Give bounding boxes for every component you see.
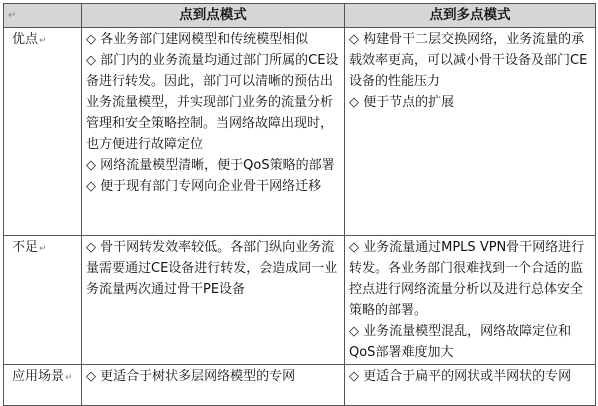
cell-p2mp-scenarios [345, 365, 596, 406]
row-label-disadvantages: 不足↵ [4, 236, 82, 365]
list-item: ◇ 业务流量通过MPLS VPN骨干网络进行转发。各业务部门很难找到一个合适的监控点进行网络流量分析以及进行总体安全策略的部署。 [349, 240, 585, 318]
cell-p2mp-advantages [345, 28, 596, 236]
row-label-scenarios: 应用场景↵ [4, 365, 82, 406]
header-point-to-multipoint: 点到多点模式 [345, 4, 596, 28]
row-label-advantages: 优点↵ [4, 28, 82, 236]
cell-p2p-advantages [82, 28, 345, 236]
cell-p2p-scenarios [82, 365, 345, 406]
header-point-to-point: 点到点模式 [82, 4, 345, 28]
paragraph-mark-icon: ↵ [65, 373, 73, 383]
list-item: ◇ 各业务部门建网模型和传统模型相似 [86, 32, 309, 47]
list-item: ◇ 便于节点的扩展 [349, 95, 455, 110]
paragraph-mark-icon: ↵ [39, 36, 47, 46]
list-item: ◇ 部门内的业务流量均通过部门所属的CE设备进行转发。因此，部门可以清晰的预估出业务流量模型，并实现部门业务的流量分析管理和安全策略控制。当网络故障出现时，也方便进行故障定位 [86, 53, 339, 152]
paragraph-mark-icon: ↵ [39, 244, 47, 254]
corner-cell [4, 4, 82, 28]
paragraph-mark-icon: ↵ [8, 10, 17, 21]
list-item: ◇ 便于现有部门专网向企业骨干网络迁移 [86, 179, 322, 194]
table-row [4, 28, 596, 236]
table-row [4, 365, 596, 406]
list-item: ◇ 更适合于树状多层网络模型的专网 [86, 369, 296, 384]
comparison-table [3, 3, 596, 406]
list-item: ◇ 骨干网转发效率较低。各部门纵向业务流量需要通过CE设备进行转发，会造成同一业务流量两次通过骨干PE设备 [86, 240, 338, 297]
list-item: ◇ 构建骨干二层交换网络，业务流量的承载效率更高，可以减小骨干设备及部门CE设备的性能压力 [349, 32, 588, 89]
cell-p2p-disadvantages [82, 236, 345, 365]
header-row [4, 4, 596, 28]
list-item: ◇ 业务流量模型混乱，网络故障定位和QoS部署难度加大 [349, 324, 572, 360]
cell-p2mp-disadvantages [345, 236, 596, 365]
table-row [4, 236, 596, 365]
list-item: ◇ 更适合于扁平的网状或半网状的专网 [349, 369, 572, 384]
list-item: ◇ 网络流量模型清晰，便于QoS策略的部署 [86, 158, 335, 173]
